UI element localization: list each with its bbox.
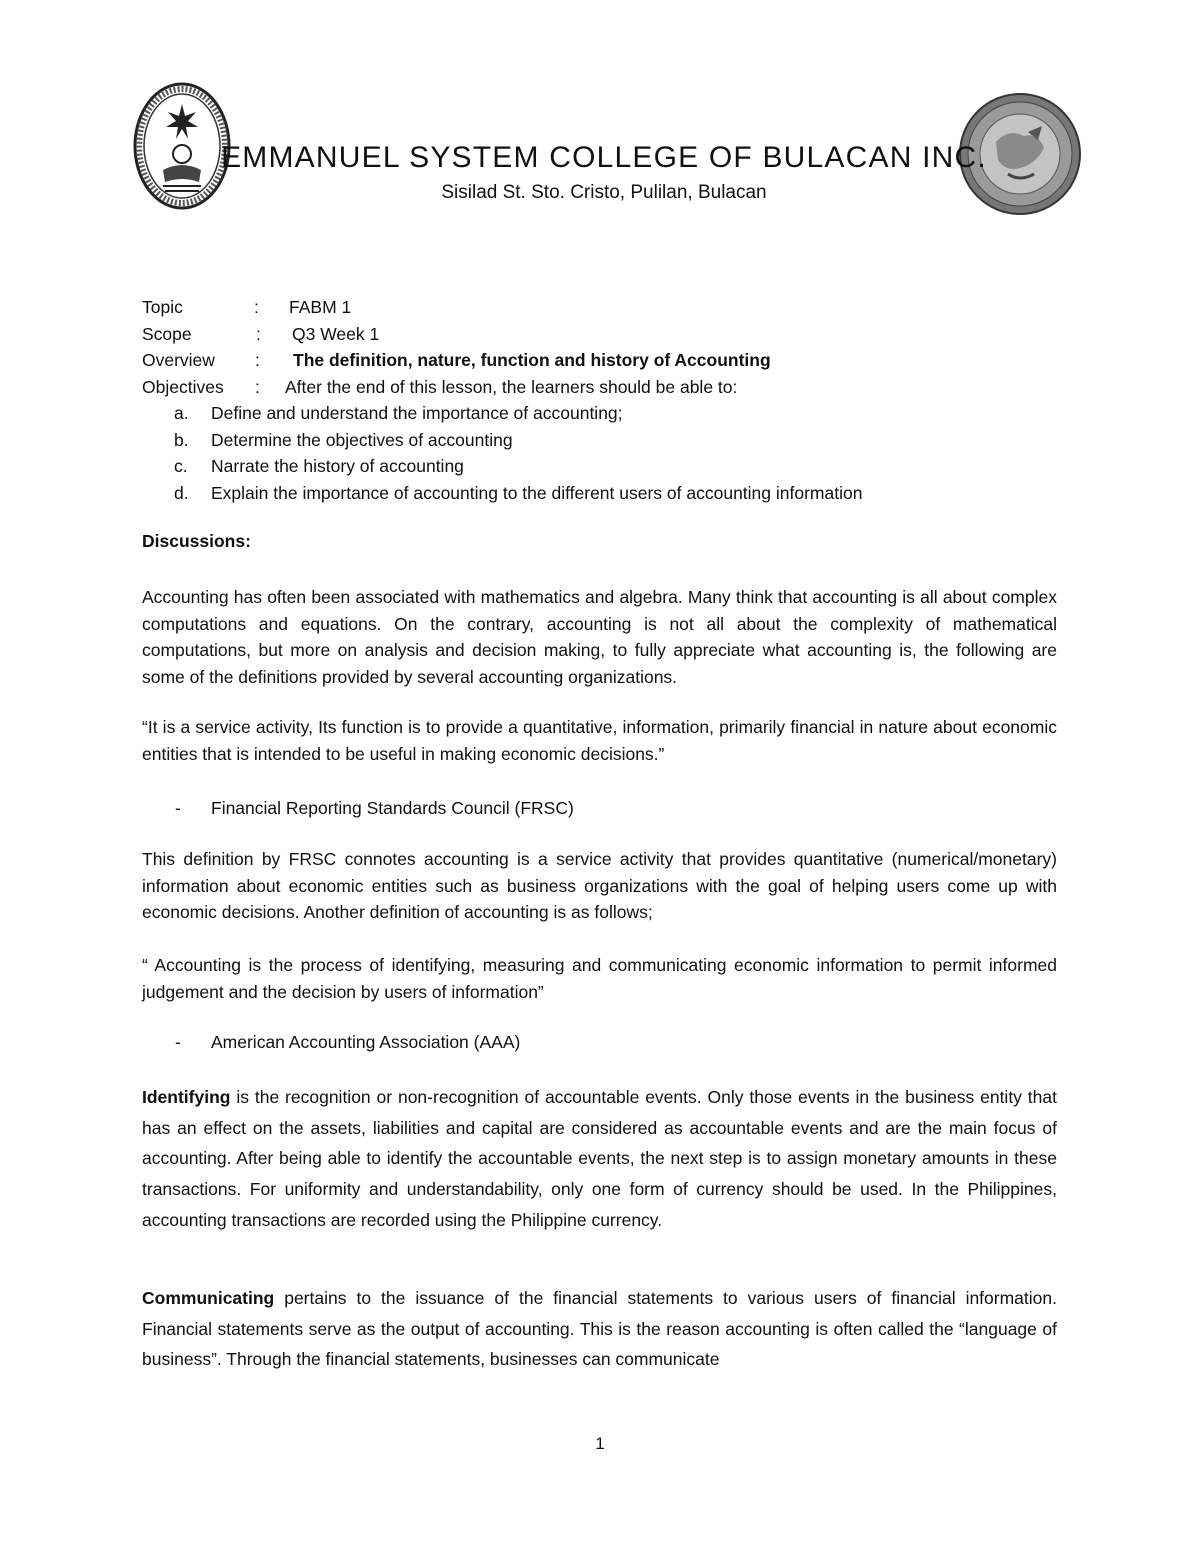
objectives-list <box>142 400 1072 506</box>
frsc-source: Financial Reporting Standards Council (FRSC) <box>211 798 574 818</box>
objectives-label: Objectives <box>142 376 224 397</box>
colon: : <box>256 323 261 344</box>
topic-row <box>142 294 1072 321</box>
objectives-value: After the end of this lesson, the learners should be able to: <box>285 376 738 397</box>
topic-label: Topic <box>142 297 183 317</box>
dash: - <box>175 798 181 818</box>
overview-label: Overview <box>142 350 215 370</box>
scope-row <box>142 321 1072 348</box>
list-item-text: Define and understand the importance of accounting; <box>211 403 623 423</box>
communicating-term: Communicating <box>142 1288 275 1308</box>
list-item-text: Determine the objectives of accounting <box>211 429 513 450</box>
overview-value: The definition, nature, function and history of Accounting <box>293 350 771 370</box>
topic-value: FABM 1 <box>289 297 352 317</box>
list-item <box>142 480 1072 507</box>
objectives-row <box>142 374 1072 401</box>
intro-paragraph: Accounting has often been associated with mathematics and algebra. Many think that accounting is all about complex computations and equations. On the contrary, accounting is not all about the complexity of mathematical computations, but more on analysis and decision making, to fully appreciate what accounting is, the following are some of the definitions provided by several accounting organizations. <box>142 587 1057 687</box>
scope-value: Q3 Week 1 <box>292 323 380 344</box>
aaa-source: American Accounting Association (AAA) <box>211 1032 521 1052</box>
list-item-text: Explain the importance of accounting to the different users of accounting information <box>211 482 863 503</box>
communicating-paragraph <box>142 1283 1057 1375</box>
list-item-letter: b. <box>174 429 189 450</box>
identifying-term: Identifying <box>142 1087 231 1107</box>
scope-label: Scope <box>142 323 192 344</box>
list-item <box>142 427 1072 454</box>
identifying-paragraph <box>142 1082 1057 1236</box>
list-item <box>142 400 1072 427</box>
communicating-text: pertains to the issuance of the financial statements to various users of financial information. Financial statements serve as the output of accounting. This is the reason accounting is often called the “language of business”. Through the financial statements, businesses can communicate <box>142 1288 1057 1370</box>
list-item-letter: a. <box>174 403 189 423</box>
overview-row <box>142 347 1072 374</box>
aaa-quote: “ Accounting is the process of identifying, measuring and communicating economic information to permit informed judgement and the decision by users of information” <box>142 955 1057 1002</box>
discussions-heading: Discussions: <box>142 531 251 551</box>
frsc-explanation-paragraph: This definition by FRSC connotes accounting is a service activity that provides quantitative (numerical/monetary) information about economic entities such as business organizations with the goal of helping users come up with economic decisions. Another definition of accounting is as follows; <box>142 849 1057 922</box>
list-item-text: Narrate the history of accounting <box>211 456 464 476</box>
colon: : <box>254 297 259 317</box>
lesson-info <box>142 294 1072 506</box>
list-item-letter: c. <box>174 456 188 476</box>
dash: - <box>175 1032 181 1052</box>
school-address: Sisilad St. Sto. Cristo, Pulilan, Bulacan <box>441 182 767 203</box>
page-number: 1 <box>595 1434 605 1453</box>
identifying-text: is the recognition or non-recognition of accountable events. Only those events in the business entity that has an effect on the assets, liabilities and capital are considered as accountable events and are the main focus of accounting. After being able to identify the accountable events, the next step is to assign monetary amounts in these transactions. For uniformity and understandability, only one form of currency should be used. In the Philippines, accounting transactions are recorded using the Philippine currency. <box>142 1087 1057 1230</box>
colon: : <box>255 350 260 370</box>
school-name: EMMANUEL SYSTEM COLLEGE OF BULACAN INC. <box>221 141 987 174</box>
list-item <box>142 453 1072 480</box>
colon: : <box>255 376 260 397</box>
list-item-letter: d. <box>174 482 189 503</box>
frsc-quote: “It is a service activity, Its function is to provide a quantitative, information, primarily financial in nature about economic entities that is intended to be useful in making economic decisions.” <box>142 717 1057 764</box>
